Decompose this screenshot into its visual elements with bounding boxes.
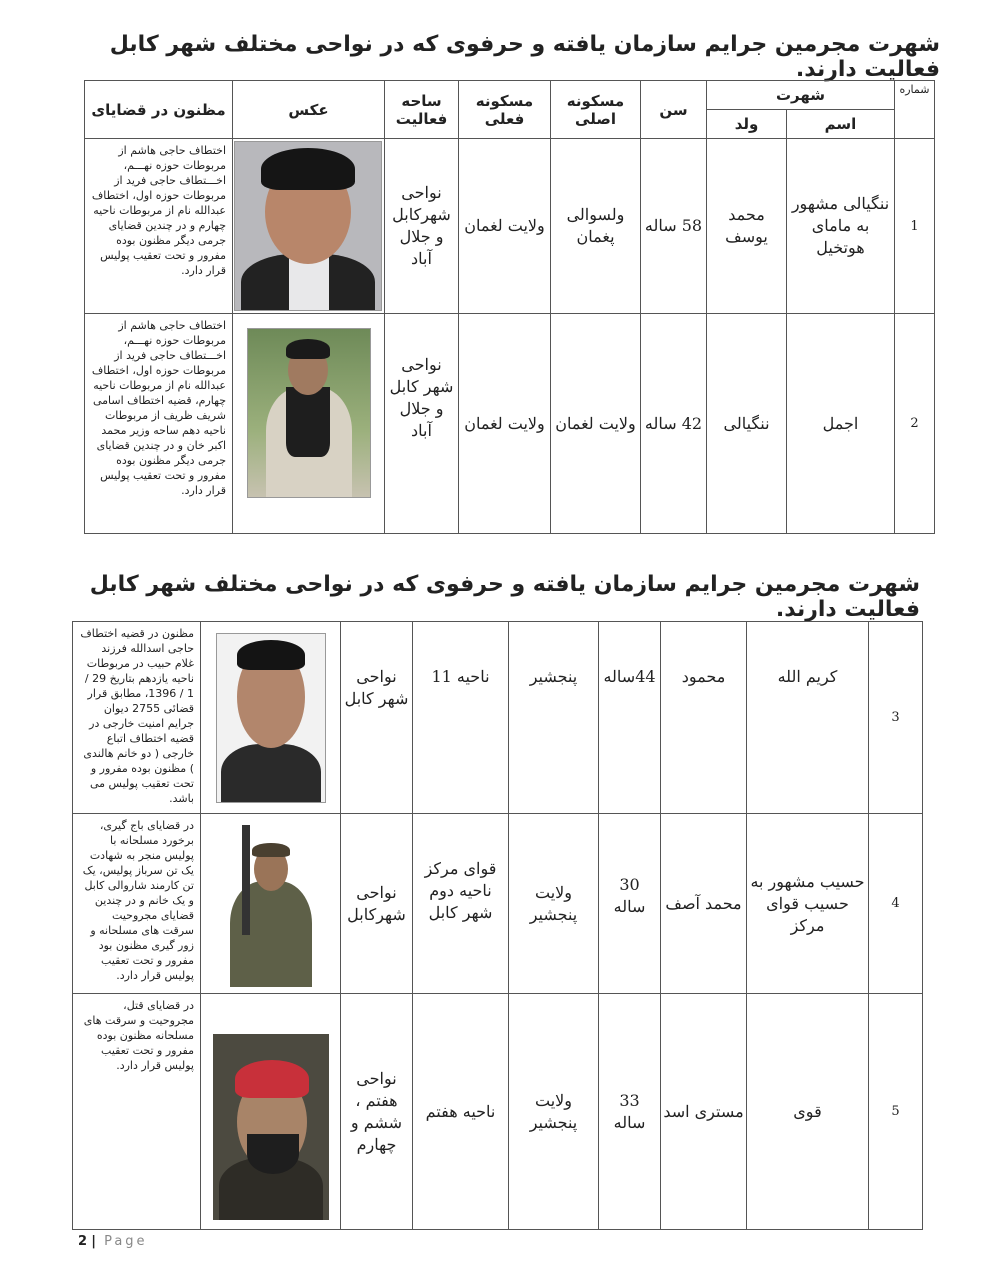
row-number: 1 (895, 139, 935, 314)
row-suspected-in: در قضایای قتل، مجروحیت و سرقت های مسلحانه مظنون بوده مفرور و تحت تعقیب پولیس قرار دارد. (73, 994, 201, 1230)
header-photo: عکس (233, 81, 385, 139)
row-activity-area: نواحی شهر کابل و جلال آباد (385, 314, 459, 534)
criminals-table-continued (72, 621, 923, 1230)
row-number: 2 (895, 314, 935, 534)
row-name: اجمل (787, 314, 895, 534)
table-row (73, 814, 923, 994)
row-age: 58 ساله (641, 139, 707, 314)
row-father: محمد یوسف (707, 139, 787, 314)
row-father: ننگیالی (707, 314, 787, 534)
row-suspected-in: اختطاف حاجی هاشم از مربوطات حوزه نهـــم، اخـــتطاف حاجی فرید از مربوطات حوزه اول، اختطاف عبدالله نام از مربوطات ناحیه چهارم و در چندین قضایای جرمی دیگر مظنون بوده مفرور و تحت تعقیب پولیس قرار دارد. (85, 139, 233, 314)
row-photo-cell (201, 622, 341, 814)
suspect-photo (213, 1034, 329, 1220)
row-current-residence: قوای مرکز ناحیه دوم شهر کابل (413, 814, 509, 994)
page-separator: | (91, 1234, 96, 1249)
row-activity-area: نواحی شهرکابل (341, 814, 413, 994)
row-suspected-in: در قضایای باج گیری، برخورد مسلحانه با پولیس منجر به شهادت یک تن سرباز پولیس، یک تن کارمند شاروالی کابل و یک خانم و در چندین قضایای مجروحیت سرقت های مسلحانه و زور گیری مظنون بود مفرور و تحت تعقیب پولیس قرار دارد. (73, 814, 201, 994)
header-original-residence: مسکونه اصلی (551, 81, 641, 139)
row-age: 44ساله (599, 622, 661, 814)
row-number: 4 (869, 814, 923, 994)
criminals-table (84, 80, 935, 534)
header-age: سن (641, 81, 707, 139)
row-age: 33 ساله (599, 994, 661, 1230)
row-father: محمود (661, 622, 747, 814)
header-suspected-in: مظنون در قضایای (85, 81, 233, 139)
row-father: محمد آصف (661, 814, 747, 994)
header-identity: شهرت (707, 81, 895, 110)
suspect-photo (247, 328, 371, 498)
row-age: 30 ساله (599, 814, 661, 994)
row-father: مستری اسد (661, 994, 747, 1230)
page-title: شهرت مجرمین جرایم سازمان یافته و حرفوی که در نواحی مختلف شهر کابل فعالیت دارند. (109, 32, 940, 82)
row-original-residence: ولایت پنجشیر (509, 814, 599, 994)
row-name: قوی (747, 994, 869, 1230)
page-footer (78, 1234, 148, 1249)
table-row (73, 622, 923, 814)
row-name: حسیب مشهور به حسیب قوای مرکز (747, 814, 869, 994)
row-name: ننگیالی مشهور به مامای هوتخیل (787, 139, 895, 314)
row-photo-cell (201, 814, 341, 994)
header-father: ولد (707, 110, 787, 139)
row-number: 5 (869, 994, 923, 1230)
row-current-residence: ولایت لغمان (459, 314, 551, 534)
row-current-residence: ناحیه 11 (413, 622, 509, 814)
section-title: شهرت مجرمین جرایم سازمان یافته و حرفوی که در نواحی مختلف شهر کابل فعالیت دارند. (89, 572, 920, 622)
suspect-photo (216, 633, 326, 803)
header-number: شماره (895, 81, 935, 139)
row-original-residence: پنجشیر (509, 622, 599, 814)
row-age: 42 ساله (641, 314, 707, 534)
row-photo-cell (233, 314, 385, 534)
row-current-residence: ولایت لغمان (459, 139, 551, 314)
row-activity-area: نواحی هفتم ، ششم و چهارم (341, 994, 413, 1230)
header-name: اسم (787, 110, 895, 139)
row-original-residence: ولایت لغمان (551, 314, 641, 534)
row-name: کریم الله (747, 622, 869, 814)
header-activity-area: ساحه فعالیت (385, 81, 459, 139)
table-row (73, 994, 923, 1230)
suspect-photo (234, 141, 382, 311)
row-suspected-in: مظنون در قضیه اختطاف حاجی اسدالله فرزند غلام حبیب در مربوطات ناحیه یازدهم بتاریخ 29 / 1 / 1396، مطابق قرار قضائی 2755 دیوان جرایم امنیت خارجی در قضیه اختطاف اتباع خارجی ( دو خانم هالندی ) مظنون بوده مفرور و تحت تعقیب پولیس می باشد. (73, 622, 201, 814)
header-current-residence: مسکونه فعلی (459, 81, 551, 139)
row-photo-cell (201, 994, 341, 1230)
page-number: 2 (78, 1234, 88, 1249)
row-suspected-in: اختطاف حاجی هاشم از مربوطات حوزه نهـــم، اخـــتطاف حاجی فرید از مربوطات حوزه اول، اختطاف عبدالله نام از مربوطات ناحیه چهارم، قضیه اختطاف اسامی شریف ظریف از مربوطات ناحیه دهم ساحه وزیر محمد اکبر خان و در چندین قضایای جرمی دیگر مظنون بوده مفرور و تحت تعقیب پولیس قرار دارد. (85, 314, 233, 534)
row-original-residence: ولسوالی پغمان (551, 139, 641, 314)
page-label: Page (104, 1234, 148, 1249)
row-activity-area: نواحی شهر کابل (341, 622, 413, 814)
row-activity-area: نواحی شهرکابل و جلال آباد (385, 139, 459, 314)
suspect-photo (216, 821, 326, 987)
table-row (85, 139, 935, 314)
row-current-residence: ناحیه هفتم (413, 994, 509, 1230)
row-original-residence: ولایت پنجشیر (509, 994, 599, 1230)
row-photo-cell (233, 139, 385, 314)
row-number: 3 (869, 622, 923, 814)
table-row (85, 314, 935, 534)
